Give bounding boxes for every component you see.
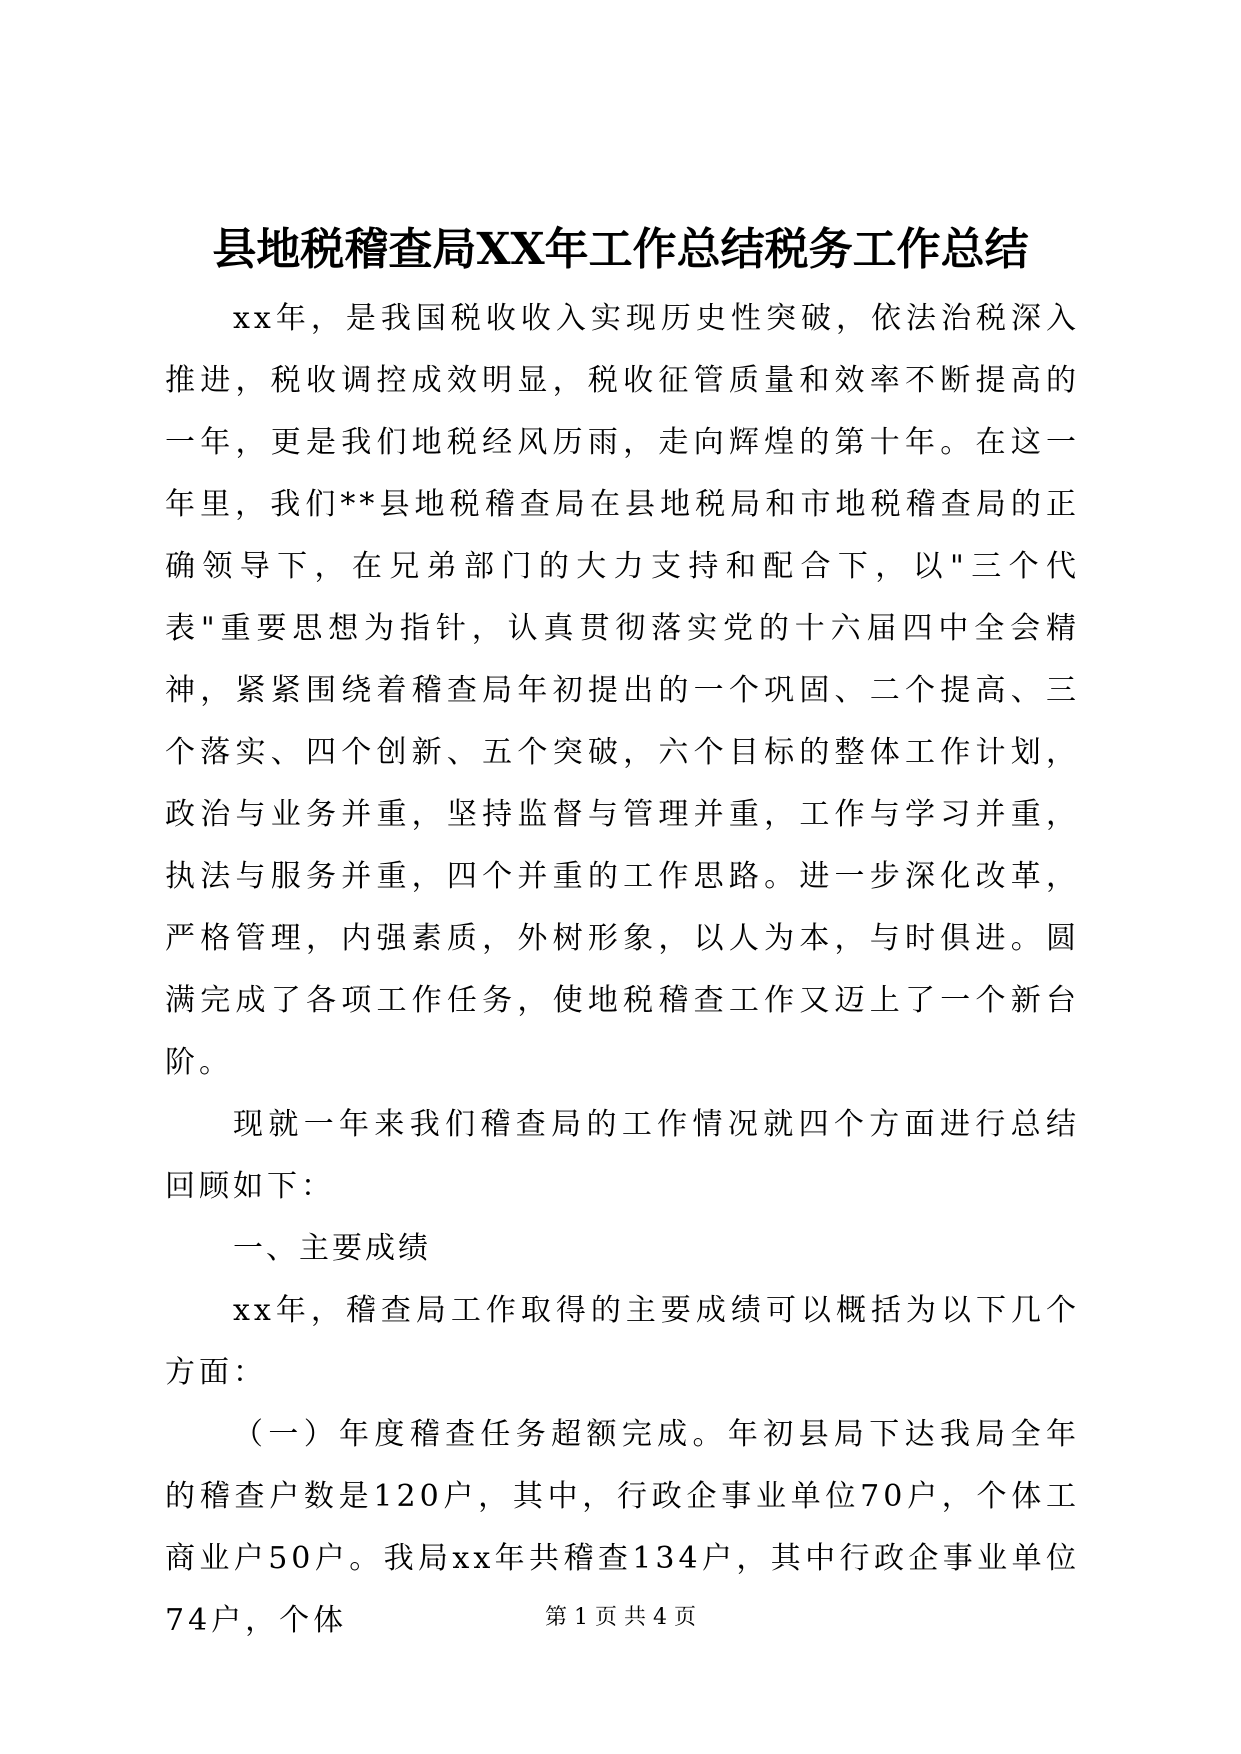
paragraph-intro: xx年，是我国税收收入实现历史性突破，依法治税深入推进，税收调控成效明显，税收征管质量和效率不断提高的一年，更是我们地税经风历雨，走向辉煌的第十年。在这一年里，我们**县地税稽查局在县地税局和市地税稽查局的正确领导下，在兄弟部门的大力支持和配合下，以"三个代表"重要思想为指针，认真贯彻落实党的十六届四中全会精神，紧紧围绕着稽查局年初提出的一个巩固、二个提高、三个落实、四个创新、五个突破，六个目标的整体工作计划，政治与业务并重，坚持监督与管理并重，工作与学习并重，执法与服务并重，四个并重的工作思路。进一步深化改革，严格管理，内强素质，外树形象，以人为本，与时俱进。圆满完成了各项工作任务，使地税稽查工作又迈上了一个新台阶。 [165, 301, 1080, 1080]
document-title: 县地税稽查局XX年工作总结税务工作总结 [212, 224, 1029, 275]
section-heading-main-achievements: 一、主要成绩 [233, 1231, 431, 1266]
paragraph-review-lead: 现就一年来我们稽查局的工作情况就四个方面进行总结回顾如下： [165, 1107, 1080, 1204]
paragraph-inspection-task: （一）年度稽查任务超额完成。年初县局下达我局全年的稽查户数是120户，其中，行政企事业单位70户，个体工商业户50户。我局xx年共稽查134户，其中行政企事业单位74户，个体 [165, 1417, 1080, 1638]
paragraph-achievements-summary: xx年，稽查局工作取得的主要成绩可以概括为以下几个方面： [165, 1293, 1080, 1390]
page-number-footer: 第 1 页 共 4 页 [545, 1605, 696, 1630]
document-body [165, 288, 1080, 1652]
